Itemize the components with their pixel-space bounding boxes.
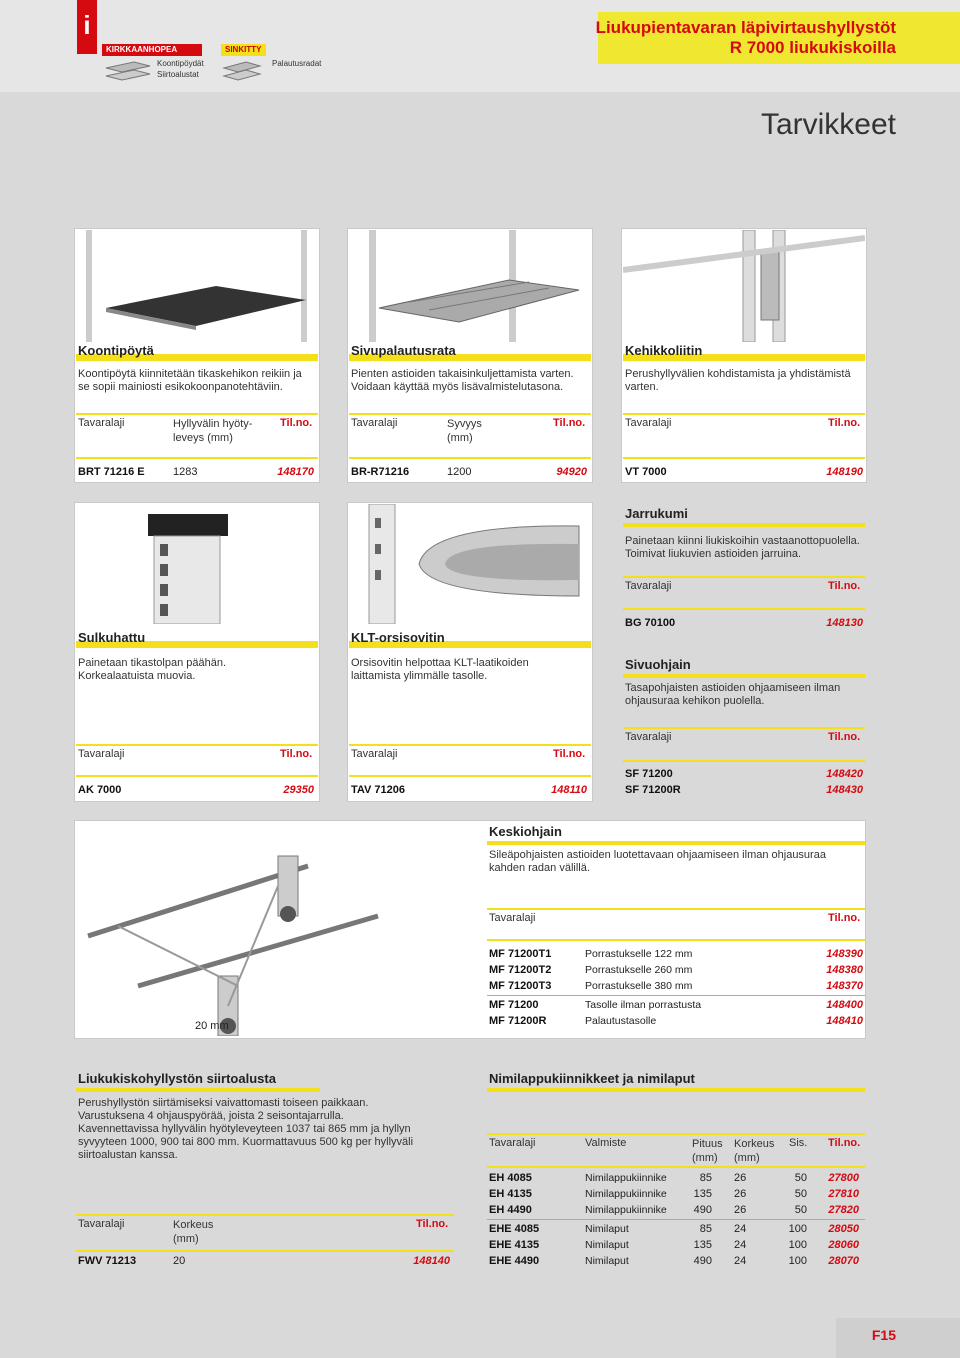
- col-til-no: Til.no.: [828, 1137, 861, 1149]
- product-code: BR-R71216: [351, 466, 410, 478]
- shelf-thumbnail-icon: [104, 58, 154, 82]
- product-code: MF 71200T2: [489, 964, 552, 976]
- product-description: Porrastukselle 380 mm: [585, 980, 693, 992]
- table-divider: [349, 457, 591, 459]
- col-tavaralaji: Tavaralaji: [351, 748, 398, 760]
- col-pituus: Pituus (mm): [692, 1138, 723, 1164]
- col-width: Hyllyvälin hyöty- leveys (mm): [173, 418, 253, 444]
- order-number: 148390: [826, 948, 863, 960]
- col-til-no: Til.no.: [280, 417, 313, 429]
- table-divider: [623, 727, 865, 729]
- product-length: 490: [693, 1255, 712, 1267]
- product-material: Nimilaput: [585, 1239, 629, 1251]
- sulkuhattu-description: Painetaan tikastolpan päähän. Korkealaatuista muovia.: [78, 657, 227, 682]
- table-divider: [623, 760, 865, 762]
- sivupalautusrata-title: Sivupalautusrata: [349, 343, 591, 361]
- nimilaput-title: Nimilappukiinnikkeet ja nimilaput: [487, 1071, 865, 1092]
- product-code: MF 71200R: [489, 1015, 547, 1027]
- kehikkoliitin-title: Kehikkoliitin: [623, 343, 865, 361]
- order-number: 148170: [277, 466, 314, 478]
- col-til-no: Til.no.: [828, 417, 861, 429]
- col-height: Korkeus (mm): [173, 1219, 214, 1245]
- table-divider: [487, 908, 865, 910]
- table-divider: [349, 775, 591, 777]
- kehikkoliitin-image: [623, 230, 865, 342]
- return-rail-thumbnail-icon: [222, 58, 262, 82]
- order-number: 94920: [556, 466, 587, 478]
- product-length: 135: [693, 1239, 712, 1251]
- order-number: 27820: [828, 1204, 859, 1216]
- col-til-no: Til.no.: [553, 748, 586, 760]
- product-code: SF 71200R: [625, 784, 681, 796]
- product-description: Tasolle ilman porrastusta: [585, 999, 702, 1011]
- section-title: Tarvikkeet: [760, 108, 896, 141]
- page-number: F15: [871, 1327, 896, 1343]
- order-number: 148190: [826, 466, 863, 478]
- info-badge: i: [77, 0, 97, 54]
- order-number: 148430: [826, 784, 863, 796]
- product-code: AK 7000: [78, 784, 122, 796]
- product-length: 85: [699, 1172, 712, 1184]
- col-tavaralaji: Tavaralaji: [625, 580, 672, 592]
- col-tavaralaji: Tavaralaji: [78, 748, 125, 760]
- order-number: 148110: [551, 784, 587, 796]
- table-divider: [76, 1214, 454, 1216]
- product-code: BRT 71216 E: [78, 466, 145, 478]
- siirtoalusta-title: Liukukiskohyllystön siirtoalusta: [76, 1071, 320, 1092]
- col-til-no: Til.no.: [828, 912, 861, 924]
- order-number: 27800: [828, 1172, 859, 1184]
- order-number: 148420: [826, 768, 863, 780]
- product-code: TAV 71206: [351, 784, 406, 796]
- col-til-no: Til.no.: [553, 417, 586, 429]
- order-number: 148140: [413, 1255, 450, 1267]
- table-divider: [623, 608, 865, 610]
- col-tavaralaji: Tavaralaji: [78, 417, 125, 429]
- product-height: 24: [734, 1239, 747, 1251]
- klt-image: [349, 504, 591, 624]
- product-code: MF 71200T3: [489, 980, 552, 992]
- col-til-no: Til.no.: [828, 731, 861, 743]
- col-til-no: Til.no.: [280, 748, 313, 760]
- order-number: 28050: [828, 1223, 859, 1235]
- siirtoalusta-description: Perushyllystön siirtämiseksi vaivattomasti toiseen paikkaan. Varustuksena 4 ohjauspyörää, joista 2 seisontajarrulla. Kavennettavissa hyllyvälin hyötyleveyteen 1037 tai 865 mm ja hyllyn syvyyteen 1000, 900 tai 800 mm. Kuormattavuus 500 kg per hyllyväli siirtoalustan kanssa.: [78, 1097, 414, 1161]
- koontipoyta-title: Koontipöytä: [76, 343, 318, 361]
- order-number: 148370: [826, 980, 863, 992]
- klt-description: Orsisovitin helpottaa KLT-laatikoiden laittamista ylimmälle tasolle.: [351, 657, 529, 682]
- order-number: 28070: [828, 1255, 859, 1267]
- header-title-line2: R 7000 liukukiskoilla: [729, 38, 896, 57]
- product-code: EH 4490: [489, 1204, 532, 1216]
- product-code: EHE 4085: [489, 1223, 540, 1235]
- keskiohjain-description: Sileäpohjaisten astioiden luotettavaan ohjaamiseen ilman ohjausuraa kahden radan välillä.: [489, 849, 826, 874]
- row-separator: [487, 1219, 865, 1220]
- tab-sinkitty[interactable]: SINKITTY: [221, 44, 266, 56]
- col-tavaralaji: Tavaralaji: [625, 417, 672, 429]
- product-material: Nimilaput: [585, 1223, 629, 1235]
- table-divider: [76, 775, 318, 777]
- table-divider: [487, 1133, 865, 1135]
- header-title-line1: Liukupientavaran läpivirtaushyllystöt: [595, 18, 896, 37]
- sivuohjain-title: Sivuohjain: [623, 657, 865, 678]
- product-height: 24: [734, 1255, 747, 1267]
- sivuohjain-description: Tasapohjaisten astioiden ohjaamiseen ilman ohjausuraa kehikon puolella.: [625, 682, 841, 707]
- sulkuhattu-title: Sulkuhattu: [76, 630, 318, 648]
- table-divider: [487, 1166, 865, 1168]
- koontipoyta-description: Koontipöytä kiinnitetään tikaskehikon reikiin ja se sopii mainiosti esikokoonpanotehtäviin.: [78, 368, 302, 393]
- col-tavaralaji: Tavaralaji: [489, 1137, 536, 1149]
- pack-quantity: 50: [794, 1172, 807, 1184]
- order-number: 29350: [283, 784, 314, 796]
- table-divider: [623, 457, 865, 459]
- col-til-no: Til.no.: [416, 1218, 449, 1230]
- pack-quantity: 50: [794, 1188, 807, 1200]
- table-divider: [623, 576, 865, 578]
- keskiohjain-image: [78, 826, 458, 1036]
- order-number: 28060: [828, 1239, 859, 1251]
- product-length: 490: [693, 1204, 712, 1216]
- product-height: 26: [734, 1188, 747, 1200]
- product-code: EHE 4490: [489, 1255, 540, 1267]
- product-length: 85: [699, 1223, 712, 1235]
- footer-page-background: [836, 1318, 960, 1358]
- col-tavaralaji: Tavaralaji: [78, 1218, 125, 1230]
- tab-kirkkaanhopea[interactable]: KIRKKAANHOPEA: [102, 44, 202, 56]
- order-number: 148400: [826, 999, 863, 1011]
- row-separator: [487, 995, 865, 996]
- product-material: Nimilappukiinnike: [585, 1188, 667, 1200]
- product-code: MF 71200: [489, 999, 539, 1011]
- klt-title: KLT-orsisovitin: [349, 630, 591, 648]
- dimension-label: 20 mm: [195, 1020, 229, 1032]
- product-length: 135: [693, 1188, 712, 1200]
- jarrukumi-title: Jarrukumi: [623, 506, 865, 527]
- product-code: EH 4135: [489, 1188, 532, 1200]
- table-divider: [76, 457, 318, 459]
- nav-koontipoydat[interactable]: Koontipöydät Siirtoalustat: [157, 59, 204, 79]
- header-title: [556, 18, 896, 58]
- pack-quantity: 100: [788, 1255, 807, 1267]
- jarrukumi-description: Painetaan kiinni liukiskoihin vastaanottopuolella. Toimivat liukuvien astioiden jarruina.: [625, 535, 860, 560]
- sivupalautusrata-description: Pienten astioiden takaisinkuljettamista varten. Voidaan käyttää myös lisävalmistelutasona.: [351, 368, 574, 393]
- product-code: EH 4085: [489, 1172, 532, 1184]
- kehikkoliitin-description: Perushyllyvälien kohdistamista ja yhdistämistä varten.: [625, 368, 851, 393]
- product-material: Nimilappukiinnike: [585, 1204, 667, 1216]
- product-code: EHE 4135: [489, 1239, 540, 1251]
- order-number: 148380: [826, 964, 863, 976]
- col-til-no: Til.no.: [828, 580, 861, 592]
- order-number: 148410: [826, 1015, 863, 1027]
- product-height: 26: [734, 1204, 747, 1216]
- product-code: MF 71200T1: [489, 948, 552, 960]
- product-description: Porrastukselle 122 mm: [585, 948, 693, 960]
- order-number: 148130: [826, 617, 863, 629]
- koontipoyta-image: [76, 230, 318, 342]
- product-code: VT 7000: [625, 466, 667, 478]
- sulkuhattu-image: [76, 504, 318, 624]
- table-divider: [487, 939, 865, 941]
- product-material: Nimilappukiinnike: [585, 1172, 667, 1184]
- product-description: Porrastukselle 260 mm: [585, 964, 693, 976]
- product-height: 20: [173, 1255, 186, 1267]
- table-divider: [76, 1250, 454, 1252]
- product-height: 26: [734, 1172, 747, 1184]
- table-divider: [349, 413, 591, 415]
- col-tavaralaji: Tavaralaji: [351, 417, 398, 429]
- product-height: 24: [734, 1223, 747, 1235]
- col-tavaralaji: Tavaralaji: [489, 912, 536, 924]
- col-valmiste: Valmiste: [585, 1137, 627, 1149]
- col-depth: Syvyys (mm): [447, 418, 482, 444]
- product-code: FWV 71213: [78, 1255, 137, 1267]
- table-divider: [623, 413, 865, 415]
- col-tavaralaji: Tavaralaji: [625, 731, 672, 743]
- col-korkeus: Korkeus (mm): [734, 1138, 775, 1164]
- table-divider: [76, 413, 318, 415]
- nav-palautusradat[interactable]: Palautusradat: [272, 59, 322, 68]
- sivupalautusrata-image: [349, 230, 591, 342]
- product-description: Palautustasolle: [585, 1015, 657, 1027]
- pack-quantity: 50: [794, 1204, 807, 1216]
- product-depth: 1200: [447, 466, 472, 478]
- table-divider: [76, 744, 318, 746]
- product-width: 1283: [173, 466, 198, 478]
- keskiohjain-title: Keskiohjain: [487, 824, 865, 845]
- col-sis: Sis.: [789, 1137, 808, 1149]
- product-material: Nimilaput: [585, 1255, 629, 1267]
- order-number: 27810: [828, 1188, 859, 1200]
- product-code: SF 71200: [625, 768, 673, 780]
- pack-quantity: 100: [788, 1239, 807, 1251]
- product-code: BG 70100: [625, 617, 676, 629]
- table-divider: [349, 744, 591, 746]
- pack-quantity: 100: [788, 1223, 807, 1235]
